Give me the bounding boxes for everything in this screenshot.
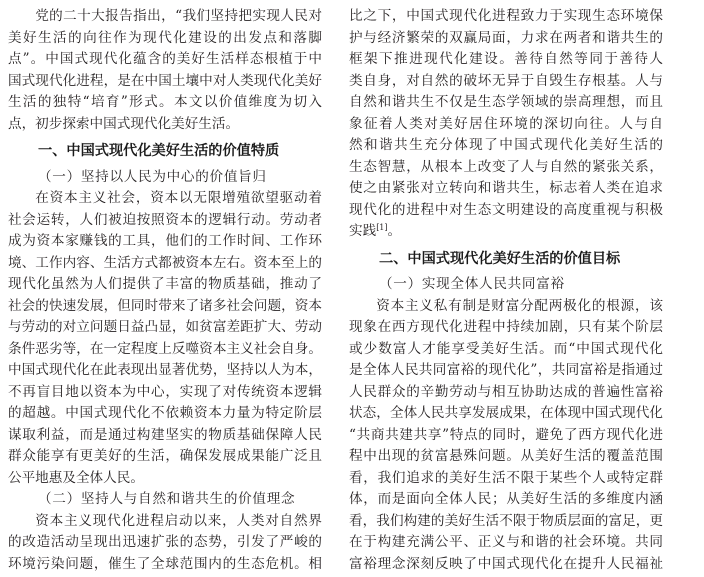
paragraph-line: 资本主义现代化进程启动以来，人类对自然界: [35, 512, 322, 529]
paragraph-line: 人民群众的辛勤劳动与相互协助达成的普遍性富裕: [349, 383, 663, 400]
left-column: [8, 6, 322, 575]
paragraph-line: 类自身，对自然的破坏无异于自毁生存根基。人与: [349, 72, 663, 89]
paragraph-line: 看，我们追求的美好生活不限于某些个人或特定群: [349, 469, 663, 486]
paragraph-line: 现代化的进程中对生态文明建设的高度重视与积极: [349, 201, 663, 218]
paragraph-line: 象征着人类对美好居住环境的深切向往。人与自: [349, 115, 663, 132]
paragraph-line: 国式现代化进程，是在中国土壤中对人类现代化美好: [8, 72, 322, 89]
paragraph-line: 自然和谐共生不仅是生态学领域的崇高理想，而且: [349, 94, 663, 110]
paragraph-line: 公平地惠及全体人民。: [8, 469, 144, 486]
paragraph-line: 富裕理念深刻反映了中国式现代化在提升人民福祉: [349, 555, 663, 572]
subsection-heading: （二）坚持人与自然和谐共生的价值理念: [38, 491, 296, 507]
section-heading: 二、中国式现代化美好生活的价值目标: [379, 250, 621, 267]
paragraph-line: 美好生活的向往作为现代化建设的出发点和落脚: [8, 29, 322, 46]
paragraph-line: “共商共建共享”特点的同时，避免了西方现代化进: [349, 426, 663, 443]
paragraph-line: 程中出现的贫富悬殊问题。从美好生活的覆盖范围: [349, 448, 663, 464]
body-paragraph: [349, 296, 663, 576]
paragraph-line: 状态，全体人民共享发展成果，在体现中国式现代化: [349, 405, 663, 421]
line-text: 实践: [349, 223, 377, 239]
body-paragraph: [8, 511, 322, 576]
paragraph-line: 的超越。中国式现代化不依赖资本力量为特定阶层: [8, 405, 322, 421]
paragraph-line: 点”。中国式现代化蕴含的美好生活样态根植于中: [8, 51, 322, 67]
paragraph-line: 社会的快速发展，但同时带来了诸多社会问题，资本: [8, 297, 322, 314]
paragraph-line: 境、工作内容、生活方式都被资本左右。资本至上的: [8, 254, 322, 271]
intro-paragraph: [8, 6, 322, 135]
paragraph-line: 的改造活动呈现出迅速扩张的态势，引发了严峻的: [8, 534, 322, 550]
paragraph-line: 框架下推进现代化建设。善待自然等同于善待人: [349, 51, 663, 67]
subsection-heading: （一）实现全体人民共同富裕: [379, 276, 565, 292]
paragraph-line: 是全体人民共同富裕的现代化”，共同富裕是指通过: [349, 362, 663, 378]
paragraph-line: 党的二十大报告指出，“我们坚持把实现人民对: [35, 8, 322, 24]
paragraph-line: 比之下，中国式现代化进程致力于实现生态环境保: [349, 8, 663, 24]
paragraph-line: 护与经济繁荣的双赢局面，力求在两者和谐共生的: [349, 29, 663, 46]
paragraph-line: 体，而是面向全体人民；从美好生活的多维度内涵: [349, 491, 663, 507]
paragraph-line: 在于构建充满公平、正义与和谐的社会环境。共同: [349, 534, 663, 550]
subsection-heading: （一）坚持以人民为中心的价值旨归: [38, 168, 267, 185]
paragraph-line: [349, 221, 663, 243]
paragraph-line: 环境污染问题，催生了全球范围内的生态危机。相: [8, 555, 322, 572]
paragraph-line: 中国式现代化在此表现出显著优势，坚持以人为本，: [8, 362, 322, 378]
paragraph-line: 资本主义私有制是财富分配两极化的根源，该: [376, 297, 663, 314]
paragraph-line: 现代化虽然为人们提供了丰富的物质基础，推动了: [8, 276, 322, 292]
paragraph-line: 在资本主义社会，资本以无限增殖欲望驱动着: [35, 190, 322, 206]
paragraph-line: 点，初步探索中国式现代化美好生活。: [8, 115, 240, 132]
body-paragraph: [349, 6, 663, 243]
citation-reference: [1]: [376, 223, 388, 232]
paragraph-line: 社会运转，人们被迫按照资本的逻辑行动。劳动者: [8, 211, 322, 228]
paragraph-line: 或少数富人才能享受美好生活。而“中国式现代化: [349, 340, 663, 357]
body-paragraph: [8, 188, 322, 489]
paragraph-line: 群众能享有更美好的生活，确保发展成果能广泛且: [8, 448, 322, 464]
right-column: [349, 6, 663, 575]
paragraph-line: 使之由紧张对立转向和谐共生，标志着人类在追求: [349, 180, 663, 196]
paragraph-line: 条件恶劣等，在一定程度上反噬资本主义社会自身。: [8, 340, 322, 357]
paragraph-line: 生活的独特“培育”形式。本文以价值维度为切入: [8, 94, 322, 110]
line-tail: 。: [387, 223, 402, 239]
section-heading: 一、中国式现代化美好生活的价值特质: [38, 143, 280, 159]
paragraph-line: 然和谐共生充分体现了中国式现代化美好生活的: [349, 137, 663, 153]
paragraph-line: 与劳动的对立问题日益凸显，如贫富差距扩大、劳动: [8, 319, 322, 335]
paragraph-line: 不再盲目地以资本为中心，实现了对传统资本逻辑: [8, 383, 322, 400]
paragraph-line: 生态智慧，从根本上改变了人与自然的紧张关系，: [349, 158, 663, 175]
paragraph-line: 现象在西方现代化进程中持续加剧，只有某个阶层: [349, 319, 663, 335]
paragraph-line: 成为资本家赚钱的工具，他们的工作时间、工作环: [8, 233, 322, 249]
paragraph-line: 看，我们构建的美好生活不限于物质层面的富足，更: [349, 512, 663, 529]
paragraph-line: 谋取利益，而是通过构建坚实的物质基础保障人民: [8, 426, 322, 443]
